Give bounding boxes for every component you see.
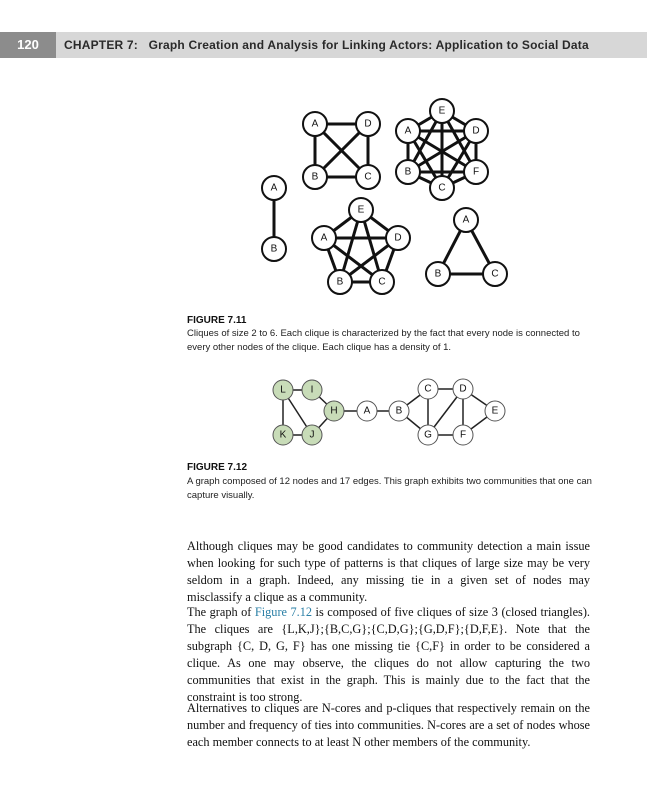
svg-text:B: B <box>434 268 442 280</box>
svg-text:D: D <box>472 125 480 137</box>
graph-node <box>418 425 438 445</box>
svg-text:E: E <box>438 105 446 117</box>
svg-text:J: J <box>309 429 315 441</box>
svg-text:A: A <box>462 214 470 226</box>
text-span: The graph of <box>187 605 255 619</box>
svg-text:F: F <box>459 429 467 441</box>
svg-text:B: B <box>336 276 344 288</box>
svg-text:A: A <box>270 182 278 194</box>
svg-text:D: D <box>394 232 402 244</box>
svg-text:E: E <box>357 204 365 216</box>
figure-7-11-caption: Cliques of size 2 to 6. Each clique is characterized by the fact that every node is connected to every other nodes of the clique. Each clique has a density of 1. <box>187 328 580 353</box>
graph-node <box>273 380 293 400</box>
svg-text:L: L <box>280 384 286 396</box>
svg-text:B: B <box>395 405 403 417</box>
svg-text:D: D <box>364 118 372 130</box>
body-paragraph-1 <box>187 538 590 606</box>
svg-text:C: C <box>364 171 372 183</box>
svg-text:C: C <box>491 268 499 280</box>
figure-7-12-label: FIGURE 7.12 <box>187 462 248 473</box>
body-paragraph-2 <box>187 604 590 706</box>
graph-node <box>357 401 377 421</box>
svg-text:C: C <box>424 383 432 395</box>
svg-text:E: E <box>491 405 499 417</box>
graph-node <box>389 401 409 421</box>
chapter-name: Graph Creation and Analysis for Linking Actors: Application to Social Data <box>148 38 589 52</box>
svg-text:C: C <box>378 276 386 288</box>
page-number: 120 <box>0 32 56 58</box>
body-paragraph-3 <box>187 700 590 751</box>
text-span: is composed of five cliques of size 3 (closed triangles). The cliques are {L,K,J};{B,C,G};{C,D,G};{G,D,F};{D,F,E}. Note that the subgraph {C, D, G, F} has one missing tie {C,F} in order to be considered a clique. As one may observe, the cliques do not allow capturing the two communities that exist in the graph. This is mainly due to the fact that the constraint is too strong. <box>187 605 590 704</box>
svg-text:K: K <box>279 429 287 441</box>
svg-text:G: G <box>424 429 432 441</box>
svg-text:H: H <box>330 405 338 417</box>
graph-node <box>418 379 438 399</box>
graph-node <box>324 401 344 421</box>
svg-text:B: B <box>311 171 319 183</box>
svg-text:C: C <box>438 182 446 194</box>
svg-text:I: I <box>310 384 314 396</box>
chapter-number: CHAPTER 7: <box>64 38 139 52</box>
paragraph-text: Alternatives to cliques are N-cores and p-cliques that respectively remain on the number and frequency of ties into communities. N-cores are a set of nodes whose each member connects to at least N other members of the community. <box>187 701 590 749</box>
svg-text:A: A <box>320 232 328 244</box>
svg-text:D: D <box>459 383 467 395</box>
graph-node <box>302 425 322 445</box>
svg-text:F: F <box>472 166 480 178</box>
graph-node <box>302 380 322 400</box>
paragraph-text: Although cliques may be good candidates to community detection a main issue when looking for such type of patterns is that cliques of large size may be very seldom in a graph. Indeed, any missing tie in a given set of nodes may misclassify a clique as a community. <box>187 539 590 604</box>
community-graph <box>273 379 505 445</box>
graph-node <box>485 401 505 421</box>
graph-node <box>453 379 473 399</box>
svg-text:A: A <box>404 125 412 137</box>
graph-node <box>453 425 473 445</box>
paragraph-text <box>187 604 590 706</box>
svg-text:B: B <box>404 166 412 178</box>
svg-text:A: A <box>311 118 319 130</box>
svg-text:B: B <box>270 243 278 255</box>
figure-7-12-link[interactable]: Figure 7.12 <box>254 605 313 619</box>
graph-node <box>273 425 293 445</box>
svg-text:A: A <box>363 405 371 417</box>
figure-7-12-caption: A graph composed of 12 nodes and 17 edges. This graph exhibits two communities that one can capture visually. <box>187 476 592 501</box>
figure-7-11-label: FIGURE 7.11 <box>187 315 247 326</box>
